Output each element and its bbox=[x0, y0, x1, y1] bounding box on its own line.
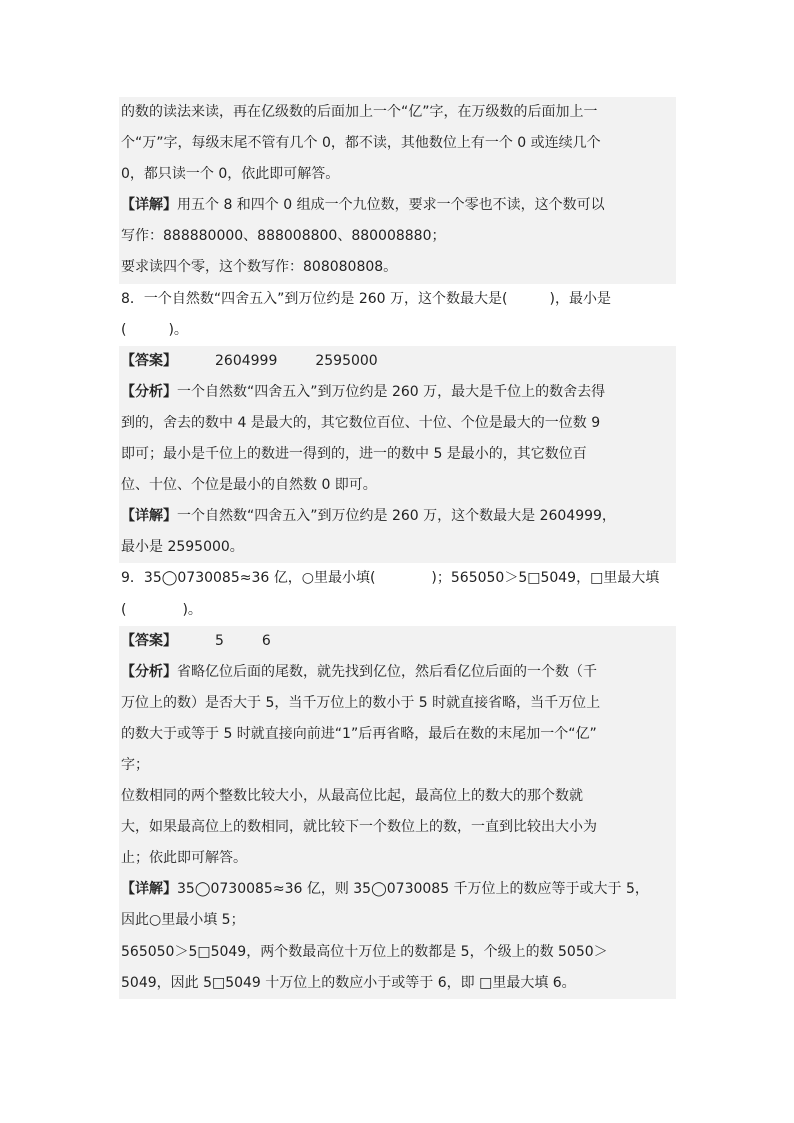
text-line bbox=[119, 470, 676, 501]
answer-value: 6 bbox=[261, 632, 271, 649]
text-line bbox=[119, 159, 676, 190]
text-line bbox=[119, 968, 676, 999]
section-label: 【答案】 bbox=[121, 632, 177, 649]
text-line bbox=[119, 97, 676, 128]
text-line bbox=[119, 346, 676, 377]
text-line bbox=[119, 252, 676, 283]
line-text: 565050＞5□5049，两个数最高位十万位上的数都是 5，个级上的数 5050＞ bbox=[121, 943, 608, 960]
line-text: 位、十位、个位是最小的自然数 0 即可。 bbox=[121, 477, 377, 494]
text-line bbox=[119, 439, 676, 470]
line-text: 8．一个自然数“四舍五入”到万位约是 260 万，这个数最大是( )，最小是 bbox=[121, 290, 611, 307]
text-line bbox=[119, 937, 676, 968]
line-text: 因此○里最小填 5； bbox=[121, 912, 245, 929]
line-text: 用五个 8 和四个 0 组成一个九位数，要求一个零也不读，这个数可以 bbox=[177, 197, 605, 214]
line-text: 35◯0730085≈36 亿，则 35◯0730085 千万位上的数应等于或大于 5， bbox=[177, 881, 649, 898]
text-line bbox=[119, 688, 676, 719]
text-line bbox=[119, 905, 676, 936]
line-text: 个“万”字，每级末尾不管有几个 0，都不读，其他数位上有一个 0 或连续几个 bbox=[121, 135, 601, 152]
section-label: 【详解】 bbox=[121, 508, 177, 525]
line-text: 9．35◯0730085≈36 亿，○里最小填( )；565050＞5□5049，□里最大填 bbox=[121, 570, 660, 587]
line-text: 即可；最小是千位上的数进一得到的，进一的数中 5 是最小的，其它数位百 bbox=[121, 446, 587, 463]
line-text: 0，都只读一个 0，依此即可解答。 bbox=[121, 166, 340, 183]
line-text: 的数大于或等于 5 时就直接向前进“1”后再省略，最后在数的末尾加一个“亿” bbox=[121, 725, 597, 742]
text-line bbox=[119, 657, 676, 688]
section-label: 【答案】 bbox=[121, 352, 177, 369]
answer-value: 2595000 bbox=[315, 352, 378, 369]
answer-value: 2604999 bbox=[215, 352, 278, 369]
text-line bbox=[119, 501, 676, 532]
line-text: 字； bbox=[121, 756, 149, 773]
section-label: 【分析】 bbox=[121, 663, 177, 680]
document-body bbox=[119, 97, 676, 999]
line-text: 最小是 2595000。 bbox=[121, 539, 244, 556]
line-text: 位数相同的两个整数比较大小，从最高位比起，最高位上的数大的那个数就 bbox=[121, 788, 583, 805]
text-line bbox=[119, 626, 676, 657]
text-line bbox=[119, 750, 676, 781]
section-label: 【详解】 bbox=[121, 881, 177, 898]
answer-value: 5 bbox=[215, 632, 224, 649]
text-line bbox=[119, 221, 676, 252]
text-line bbox=[119, 874, 676, 905]
text-line bbox=[119, 563, 676, 594]
text-line bbox=[119, 532, 676, 563]
text-line bbox=[119, 843, 676, 874]
line-text: ( )。 bbox=[121, 321, 188, 338]
text-line bbox=[119, 719, 676, 750]
text-line bbox=[119, 315, 676, 346]
text-line bbox=[119, 284, 676, 315]
text-line bbox=[119, 408, 676, 439]
text-line bbox=[119, 595, 676, 626]
line-text: 的数的读法来读，再在亿级数的后面加上一个“亿”字，在万级数的后面加上一 bbox=[121, 104, 598, 120]
line-text: ( )。 bbox=[121, 601, 202, 618]
line-text: 写作：888880000、888008800、880008880； bbox=[121, 228, 446, 245]
line-text: 万位上的数）是否大于 5，当千万位上的数小于 5 时就直接省略，当千万位上 bbox=[121, 694, 601, 711]
line-text: 止；依此即可解答。 bbox=[121, 850, 247, 867]
line-text: 大，如果最高位上的数相同，就比较下一个数位上的数，一直到比较出大小为 bbox=[121, 819, 597, 836]
line-text: 5049，因此 5□5049 十万位上的数应小于或等于 6，即 □里最大填 6。 bbox=[121, 974, 576, 991]
text-line bbox=[119, 128, 676, 159]
text-line bbox=[119, 812, 676, 843]
text-line bbox=[119, 190, 676, 221]
line-text: 一个自然数“四舍五入”到万位约是 260 万，最大是千位上的数舍去得 bbox=[177, 383, 606, 400]
line-text: 省略亿位后面的尾数，就先找到亿位，然后看亿位后面的一个数（千 bbox=[177, 663, 597, 680]
section-label: 【分析】 bbox=[121, 383, 177, 400]
line-text: 一个自然数“四舍五入”到万位约是 260 万，这个数最大是 2604999， bbox=[177, 508, 616, 525]
line-text: 要求读四个零，这个数写作：808080808。 bbox=[121, 259, 398, 276]
text-line bbox=[119, 781, 676, 812]
text-line bbox=[119, 377, 676, 408]
line-text: 到的，舍去的数中 4 是最大的，其它数位百位、十位、个位是最大的一位数 9 bbox=[121, 414, 601, 431]
section-label: 【详解】 bbox=[121, 197, 177, 214]
